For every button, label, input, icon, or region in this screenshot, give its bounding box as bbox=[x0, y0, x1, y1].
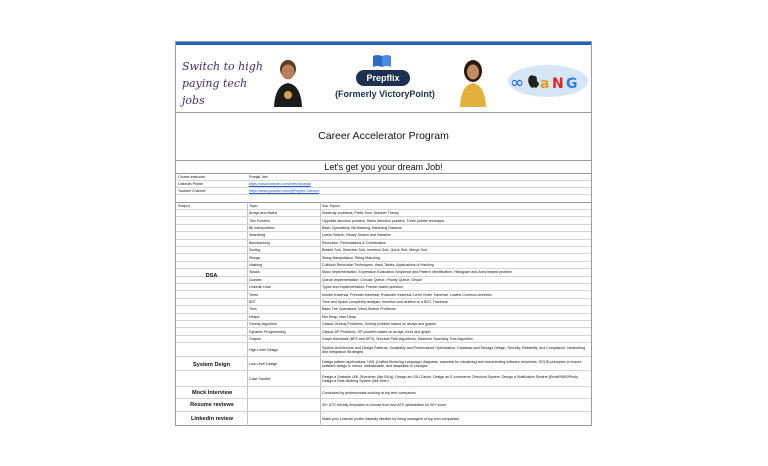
subtopic-cell: Classic DP Problems, DP problem based on arrays, trees and graph bbox=[322, 329, 431, 334]
topic-cell: Linkedin Lists bbox=[249, 285, 271, 290]
resume-reviews-label: Resume reviews bbox=[190, 401, 234, 408]
topic-cell: Two Pointers bbox=[249, 218, 270, 223]
header-subtopics: Sub Topics bbox=[322, 203, 340, 208]
subtopic-cell: Classic Greedy Problems, Greedy problem based on arrays and graphs bbox=[322, 322, 437, 327]
subtopic-cell: Queue Implementation, Circular Queue, Priority Queue, Deque bbox=[322, 277, 423, 282]
linkedin-review-label: Linkedin review bbox=[191, 415, 233, 422]
info-label: Youtube Channel bbox=[178, 188, 206, 193]
subtopic-cell: Collision Resolution Techniques, Hash Tables, Applications of Hashing bbox=[322, 262, 434, 267]
subtopic-cell: Types and Implementation, Pointer based question bbox=[322, 285, 403, 290]
info-row-linkedin bbox=[176, 181, 591, 188]
topic-cell: Low Level Design bbox=[249, 361, 278, 366]
topic-cell: BST bbox=[249, 299, 256, 304]
subtopic-cell: String Manipulation, String Matching bbox=[322, 255, 380, 260]
row-linkedin-review bbox=[176, 412, 591, 425]
svg-text:∞: ∞ bbox=[510, 73, 525, 93]
spreadsheet-page bbox=[175, 41, 592, 426]
subtopic-cell: Inorder traversal, Preorder traversal, Postorder traversal, Level Order Traversal, Lowest Common Ancestor bbox=[322, 292, 492, 297]
header-subject: Subject bbox=[178, 203, 190, 208]
topic-cell: Hashing bbox=[249, 262, 263, 267]
tagline bbox=[182, 58, 268, 109]
brand-logo: Prepflix bbox=[356, 70, 410, 86]
tagline-line-2: paying tech jobs bbox=[182, 77, 248, 107]
brand-subtitle: (Formerly VictoryPoint) bbox=[335, 89, 435, 99]
topic-cell: Dynamic Programming bbox=[249, 329, 286, 334]
subtopic-cell: Subarray problems, Prefix Sum, Number Theory bbox=[322, 211, 399, 216]
topic-cell: Trees bbox=[249, 292, 259, 297]
row-mock-interview bbox=[176, 387, 591, 399]
subtopic-cell: Recursion, Permutations & Combination bbox=[322, 240, 386, 245]
topic-cell: Stacks bbox=[249, 270, 260, 275]
subtopic-cell: Time and Space complexity analysis, Insertion and deletion in a BST, Traversal bbox=[322, 299, 448, 304]
mock-interview-desc: Conducted by professionals working at top tech companies bbox=[322, 390, 416, 395]
row-resume-reviews bbox=[176, 399, 591, 412]
page-subtitle: Let's get you your dream Job! bbox=[176, 161, 591, 174]
header-topic: Topic bbox=[249, 203, 258, 208]
topic-cell: High Level Design bbox=[249, 347, 279, 352]
info-row-instructor bbox=[176, 174, 591, 181]
book-icon bbox=[372, 54, 392, 68]
topic-cell: Bit manipulation bbox=[249, 225, 275, 230]
info-label: LinkedIn Profile bbox=[178, 181, 203, 186]
topic-cell: Case Studies bbox=[249, 376, 271, 381]
topic-cell: Greedy Algorithm bbox=[249, 322, 277, 327]
topic-cell: Sorting bbox=[249, 248, 261, 253]
topic-cell: Graphs bbox=[249, 336, 261, 341]
topic-cell: Tries bbox=[249, 307, 257, 312]
tagline-line-1: Switch to high bbox=[182, 60, 263, 73]
info-label: Course instructor bbox=[178, 174, 206, 179]
page-title: Career Accelerator Program bbox=[176, 113, 591, 161]
info-value: Pranjal Jain bbox=[249, 174, 268, 179]
subtopic-cell: Basic Trie Operations, Word Search Problems bbox=[322, 307, 396, 312]
svg-text:a: a bbox=[540, 76, 550, 92]
subtopic-cell: Basic Operations, Bit Masking, Hamming Distance bbox=[322, 225, 403, 230]
table-header bbox=[176, 202, 591, 210]
subtopic-cell: Bubble Sort, Selection Sort, Insertion Sort, Quick Sort, Merge Sort bbox=[322, 248, 428, 253]
topic-cell: Strings bbox=[249, 255, 261, 260]
topic-cell: Queues bbox=[249, 277, 262, 282]
subtopic-cell: Min Heap, Max Heap bbox=[322, 314, 356, 319]
linkedin-review-desc: Make your Linkedin profile instantly likeable by hiring managers of top tech companies bbox=[322, 416, 460, 421]
banner bbox=[176, 45, 591, 113]
subtopic-cell: Graph traversals (BFS and DFS), Shortest Path Algorithms, Minimum Spanning Tree Algorithm bbox=[322, 336, 473, 341]
subtopic-cell: Design a Scalable URL Shortener (like Bit.ly), Design an LRU Cache, Design an E-commerce Checkout System, Design a Notification System (Email/SMS/Push), Design a Ride-Sharing System (like Uber) bbox=[322, 374, 580, 383]
subtopic-cell: Opposite direction pointers, Same direction pointers, Three pointer technique bbox=[322, 218, 445, 223]
youtube-link[interactable]: https://www.youtube.com/@Prepflix.Careers bbox=[249, 188, 320, 193]
info-row-youtube bbox=[176, 188, 591, 195]
subtopic-cell: Design pattern applications, UML (Unified Modeling Language) diagrams, essential for visualizing and documenting software structures, SOLID principles to ensure software design is robust, maintainable, and adaptable to changes. bbox=[322, 359, 582, 368]
topic-cell: Arrays and Maths bbox=[249, 211, 278, 216]
mock-interview-label: Mock Interview bbox=[191, 389, 233, 396]
group-system-design: System Deign bbox=[193, 361, 230, 368]
subtopic-cell: Stack Implementation, Expression Evaluation,Sequence and Pattern Identification, Histogram and Area related problem bbox=[322, 270, 512, 275]
linkedin-link[interactable]: https://www.linkedin.com/in/techpranjal bbox=[249, 181, 311, 186]
subtopic-cell: Linear Search, Binary Search and Variation bbox=[322, 233, 391, 238]
instructor-photo-2 bbox=[456, 55, 490, 107]
topic-cell: Heaps bbox=[249, 314, 260, 319]
svg-text:N: N bbox=[552, 76, 564, 92]
instructor-photo-1 bbox=[271, 55, 305, 107]
resume-reviews-desc: 40+ ATS friendly templates to choose from and ATS optimization for 90+ score bbox=[322, 402, 447, 407]
topic-cell: Backtracking bbox=[249, 240, 270, 245]
maang-logos bbox=[504, 64, 589, 98]
svg-text:G: G bbox=[566, 76, 578, 92]
topic-cell: Searching bbox=[249, 233, 266, 238]
group-dsa: DSA bbox=[205, 273, 218, 279]
subtopic-cell: System Architecture and Design Patterns, Scalability and Performance Optimization, Database and Storage Design, Security, Reliability, and Compliance, Networking and Integration Strategies bbox=[322, 345, 586, 354]
